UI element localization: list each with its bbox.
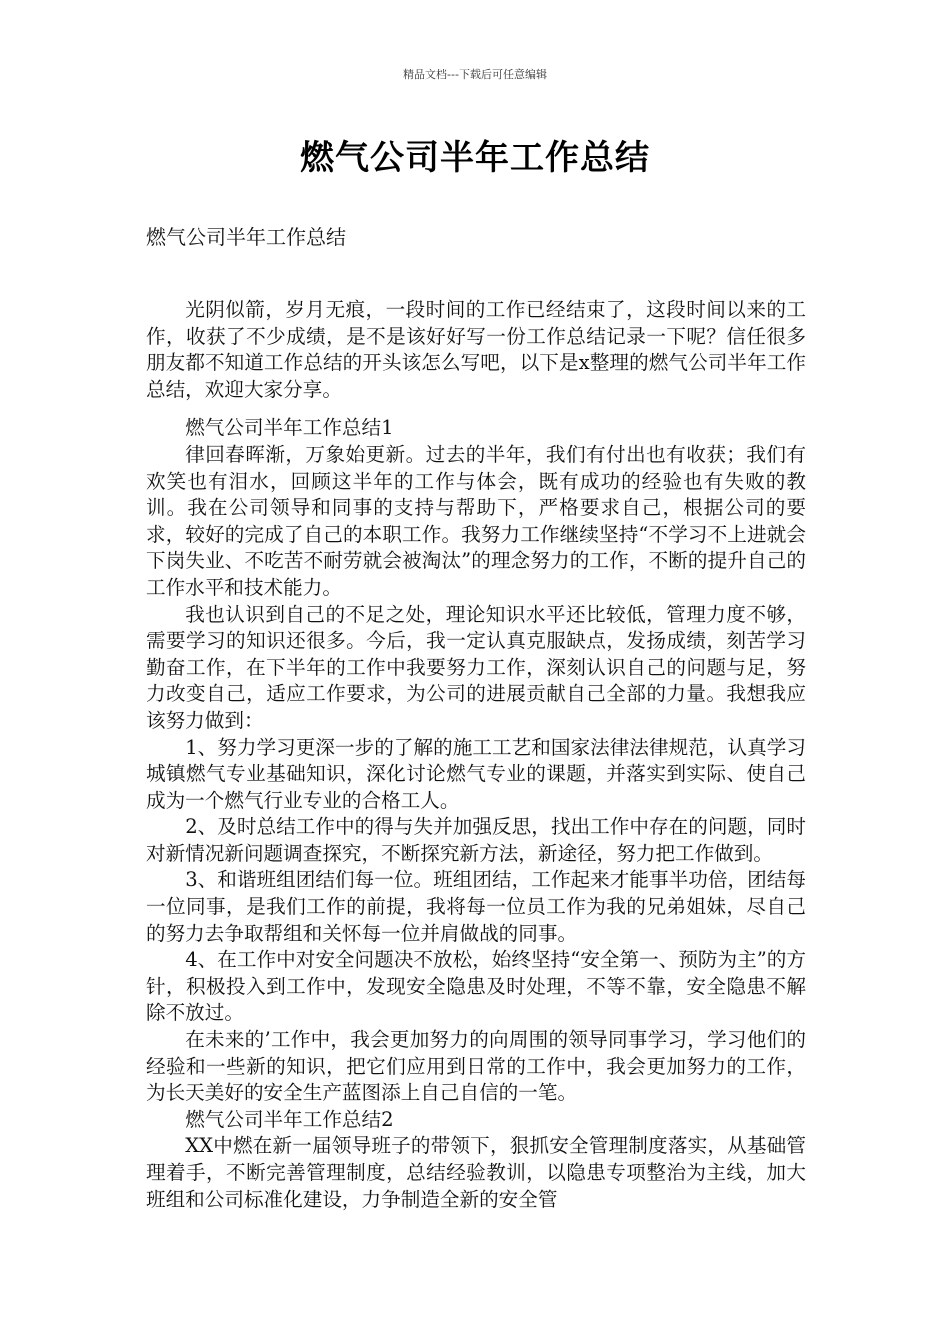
section-heading-1: 燃气公司半年工作总结1	[185, 416, 394, 440]
section1-list-item: 4、在工作中对安全问题决不放松，始终坚持“安全第一、预防为主”的方针，积极投入到工作中，发现安全隐患及时处理，不等不靠，安全隐患不解除不放过。	[146, 948, 806, 1025]
section1-list-item: 3、和谐班组团结们每一位。班组团结，工作起来才能事半功倍，团结每一位同事，是我们工作的前提，我将每一位员工作为我的兄弟姐妹，尽自己的努力去争取帮组和关怀每一位并肩做战的同事。	[146, 868, 806, 945]
document-body	[146, 297, 806, 1213]
document-title: 燃气公司半年工作总结	[300, 138, 650, 178]
section1-paragraph: 律回春晖渐，万象始更新。过去的半年，我们有付出也有收获；我们有欢笑也有泪水，回顾这半年的工作与体会，既有成功的经验也有失败的教训。我在公司领导和同事的支持与帮助下，严格要求自己，根据公司的要求，较好的完成了自己的本职工作。我努力工作继续坚持“不学习不上进就会下岗失业、不吃苦不耐劳就会被淘汰”的理念努力的工作，不断的提升自己的工作水平和技术能力。	[146, 442, 806, 599]
section1-list-item: 2、及时总结工作中的得与失并加强反思，找出工作中存在的问题，同时对新情况新问题调查探究，不断探究新方法，新途径，努力把工作做到。	[146, 815, 806, 865]
header-note: 精品文档---下载后可任意编辑	[403, 68, 547, 81]
section1-paragraph: 在未来的’工作中，我会更加努力的向周围的领导同事学习，学习他们的经验和一些新的知识，把它们应用到日常的工作中，我会更加努力的工作，为长天美好的安全生产蓝图添上自己自信的一笔。	[146, 1028, 806, 1105]
intro-paragraph: 光阴似箭，岁月无痕，一段时间的工作已经结束了，这段时间以来的工作，收获了不少成绩，是不是该好好写一份工作总结记录一下呢？信任很多朋友都不知道工作总结的开头该怎么写吧，以下是x整理的燃气公司半年工作总结，欢迎大家分享。	[146, 298, 806, 401]
section1-paragraph: 我也认识到自己的不足之处，理论知识水平还比较低，管理力度不够，需要学习的知识还很多。今后，我一定认真克服缺点，发扬成绩，刻苦学习勤奋工作，在下半年的工作中我要努力工作，深刻认识自己的问题与足，努力改变自己，适应工作要求，为公司的进展贡献自己全部的力量。我想我应该努力做到：	[146, 602, 806, 732]
section-heading-2: 燃气公司半年工作总结2	[185, 1107, 394, 1131]
document-subtitle: 燃气公司半年工作总结	[146, 225, 346, 249]
section1-list-item: 1、努力学习更深一步的了解的施工工艺和国家法律法律规范，认真学习城镇燃气专业基础知识，深化讨论燃气专业的课题，并落实到实际、使自己成为一个燃气行业专业的合格工人。	[146, 735, 806, 812]
section2-paragraph: XX中燃在新一届领导班子的带领下，狠抓安全管理制度落实，从基础管理着手，不断完善管理制度，总结经验教训，以隐患专项整治为主线，加大班组和公司标准化建设，力争制造全新的安全管	[146, 1134, 806, 1211]
paragraph-gap	[146, 403, 806, 415]
